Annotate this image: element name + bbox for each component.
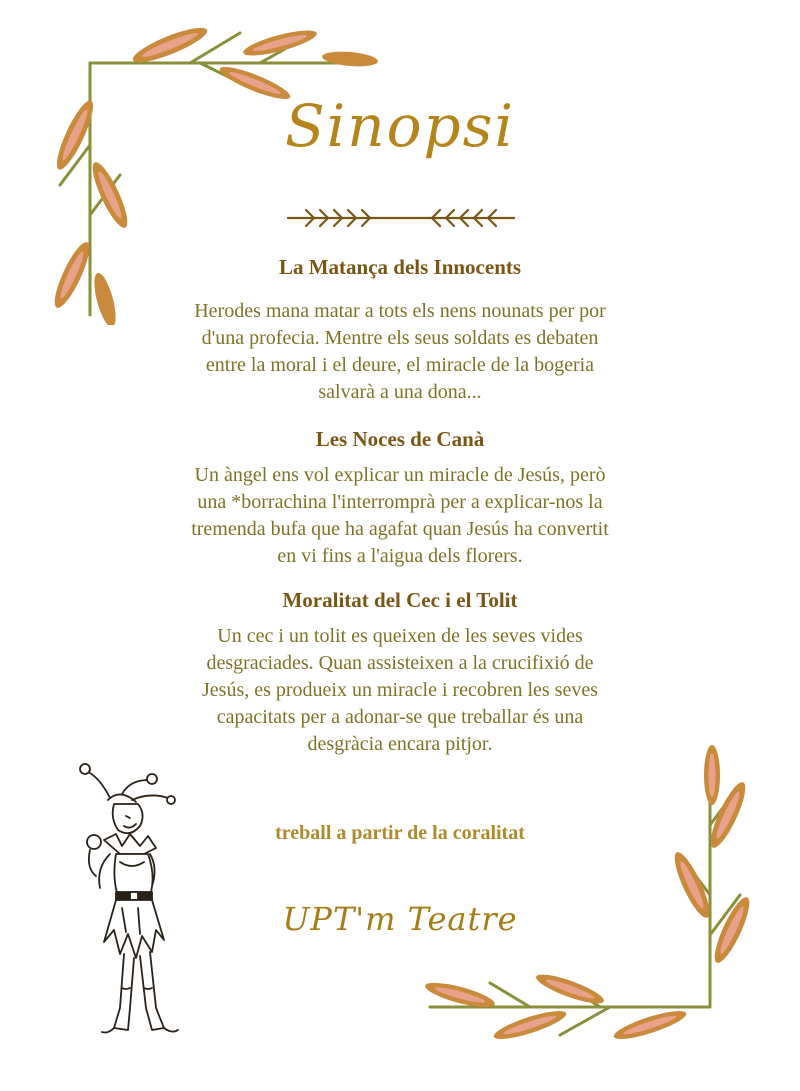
olive-branch-top-left-icon: [50, 25, 380, 325]
footer-note: treball a partir de la coralitat: [275, 822, 525, 844]
section-heading-moralitat: Moralitat del Cec i el Tolit: [282, 588, 518, 612]
section-text-moralitat: Un cec i un tolit es queixen de les seves vides desgraciades. Quan assisteixen a la crucifixió de Jesús, es produeix un miracle i recobren les seves capacitats per a adonar-se que treballar és una desgràcia encara pitjor.: [202, 625, 598, 755]
arrow-divider-icon: [286, 206, 516, 230]
section-heading-noces: Les Noces de Canà: [315, 427, 485, 451]
olive-branch-bottom-right-icon: [420, 745, 760, 1045]
signature-logo: UPT'm Teatre: [282, 900, 518, 938]
section-text-matanca: Herodes mana matar a tots els nens nounats per por d'una profecia. Mentre els seus soldats es debaten entre la moral i el deure, el miracle de la bogeria salvarà a una dona...: [194, 300, 606, 403]
page-title: Sinopsi: [285, 92, 515, 160]
section-text-noces: Un àngel ens vol explicar un miracle de Jesús, però una *borrachina l'interromprà per a explicar-nos la tremenda bufa que ha agafat quan Jesús ha convertit en vi fins a l'aigua dels florers.: [191, 464, 609, 567]
section-heading-matanca: La Matança dels Innocents: [278, 255, 522, 279]
